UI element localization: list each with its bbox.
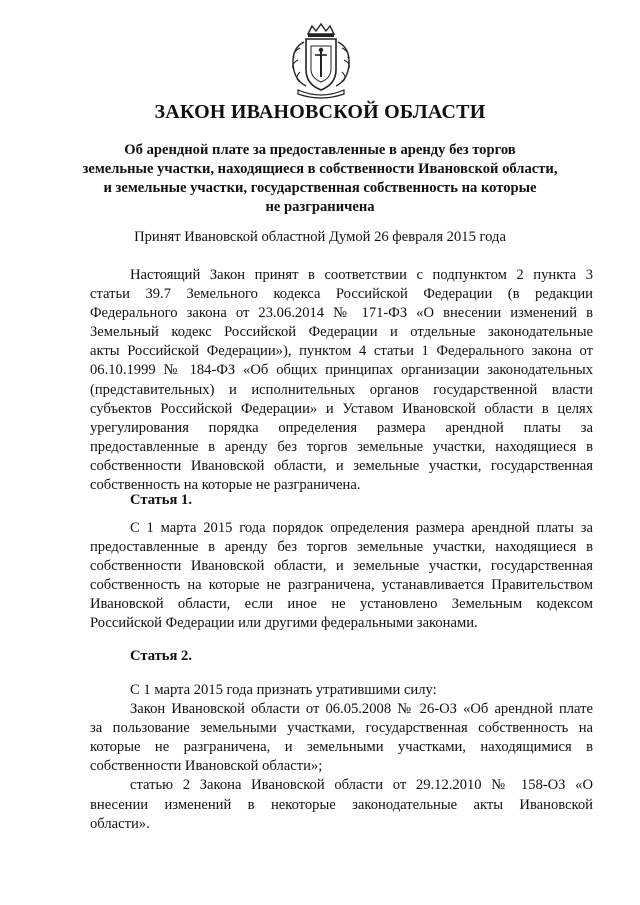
- subtitle-line: земельные участки, находящиеся в собственности Ивановской области,: [82, 161, 558, 177]
- text-line: внесении изменений в некоторые законодательные акты Ивановской: [90, 796, 593, 813]
- text-line: за пользование земельными участками, государственная собственность на: [90, 720, 593, 737]
- text-line: собственности Ивановской области, и земельные участки, государственная: [90, 457, 593, 474]
- text-line: урегулирования порядка определения размера арендной платы за: [90, 419, 593, 436]
- law-subtitle: [80, 141, 560, 217]
- text-line: акты Российской Федерации»), пунктом 4 статьи 1 Федерального закона от: [90, 343, 593, 360]
- text-line: предоставленные в аренду без торгов земельные участки, находящиеся в: [90, 539, 593, 556]
- text-line: статью 2 Закона Ивановской области от 29.12.2010 № 158-ОЗ «О: [130, 777, 593, 794]
- adoption-date-line: Принят Ивановской областной Думой 26 февраля 2015 года: [134, 229, 506, 245]
- article-2-heading: Статья 2.: [130, 648, 192, 664]
- coat-of-arms-emblem: [286, 22, 356, 100]
- text-line: собственность на которые не разграничена.: [90, 477, 361, 494]
- article-1-paragraph: [90, 519, 593, 634]
- text-line: статьи 39.7 Земельного кодекса Российской Федерации (в редакции: [90, 286, 593, 303]
- text-line: С 1 марта 2015 года порядок определения размера арендной платы за: [130, 520, 593, 536]
- text-line: собственности Ивановской области»;: [90, 758, 323, 775]
- preamble-paragraph: [90, 266, 593, 495]
- text-line: предоставленные в аренду без торгов земельные участки, находящиеся в: [90, 438, 593, 455]
- text-line: Настоящий Закон принят в соответствии с подпунктом 2 пункта 3: [130, 267, 593, 283]
- law-title: ЗАКОН ИВАНОВСКОЙ ОБЛАСТИ: [154, 101, 486, 123]
- text-line: Ивановской области, если иное не установлено Земельным кодексом: [90, 596, 593, 613]
- subtitle-line: не разграничена: [265, 199, 375, 215]
- text-line: Земельный кодекс Российской Федерации и отдельные законодательные: [90, 324, 593, 341]
- text-line: Федерального закона от 23.06.2014 № 171-ФЗ «О внесении изменений в: [90, 305, 593, 322]
- text-line: субъектов Российской Федерации» и Уставом Ивановской области в целях: [90, 400, 593, 417]
- article-2-paragraph: [90, 681, 593, 834]
- subtitle-line: и земельные участки, государственная собственность на которые: [103, 180, 537, 196]
- article-1-heading: Статья 1.: [130, 492, 192, 508]
- text-line: собственности Ивановской области, и земельные участки, государственная: [90, 558, 593, 575]
- text-line: Закон Ивановской области от 06.05.2008 № 26-ОЗ «Об арендной плате: [130, 701, 593, 718]
- subtitle-line: Об арендной плате за предоставленные в аренду без торгов: [124, 142, 516, 158]
- text-line: (представительных) и исполнительных органов государственной власти: [90, 381, 593, 398]
- text-line: 06.10.1999 № 184-ФЗ «Об общих принципах организации законодательных: [90, 362, 593, 379]
- text-line: собственность на которые не разграничена, устанавливается Правительством: [90, 577, 593, 594]
- text-line: которые не разграничена, и земельными участками, находящимися в: [90, 739, 593, 756]
- text-line: Российской Федерации или другими федеральными законами.: [90, 615, 478, 632]
- text-line: С 1 марта 2015 года признать утратившими силу:: [130, 682, 437, 698]
- text-line: области».: [90, 815, 150, 832]
